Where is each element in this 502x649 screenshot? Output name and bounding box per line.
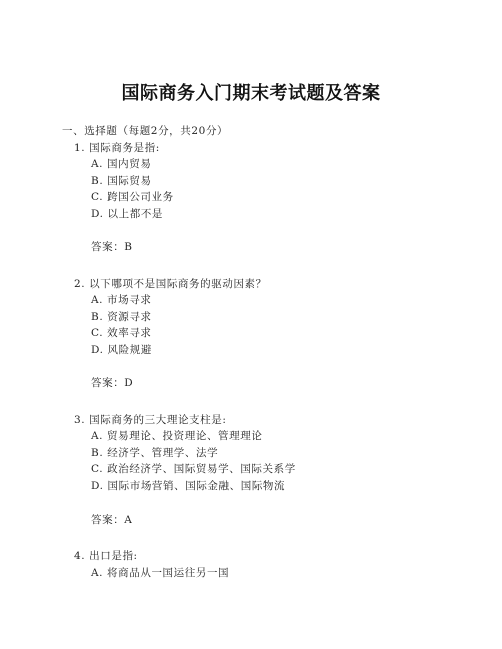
option-1d: D. 以上都不是 <box>91 208 164 220</box>
document-title: 国际商务入门期末考试题及答案 <box>121 83 381 104</box>
option-2b: B. 资源寻求 <box>91 311 152 323</box>
option-3a: A. 贸易理论、投资理论、管理理论 <box>91 430 263 442</box>
section-heading: 一、选择题（每题2分，共20分） <box>62 125 229 137</box>
question-stem-4: 4. 出口是指: <box>74 550 138 562</box>
option-3b: B. 经济学、管理学、法学 <box>91 447 219 459</box>
option-3d: D. 国际市场营销、国际金融、国际物流 <box>91 480 286 492</box>
option-1c: C. 跨国公司业务 <box>91 191 174 203</box>
option-3c: C. 政治经济学、国际贸易学、国际关系学 <box>91 463 296 475</box>
option-4a: A. 将商品从一国运往另一国 <box>91 567 230 579</box>
answer-1: 答案：B <box>91 241 133 253</box>
question-stem-2: 2. 以下哪项不是国际商务的驱动因素？ <box>74 278 267 290</box>
option-1b: B. 国际贸易 <box>91 175 152 187</box>
answer-3: 答案：A <box>91 514 133 526</box>
question-stem-3: 3. 国际商务的三大理论支柱是: <box>74 414 227 426</box>
option-2a: A. 市场寻求 <box>91 294 152 306</box>
answer-2: 答案：D <box>91 377 134 389</box>
question-stem-1: 1. 国际商务是指: <box>74 142 160 154</box>
option-2d: D. 风险规避 <box>91 344 152 356</box>
option-1a: A. 国内贸易 <box>91 158 152 170</box>
option-2c: C. 效率寻求 <box>91 327 152 339</box>
